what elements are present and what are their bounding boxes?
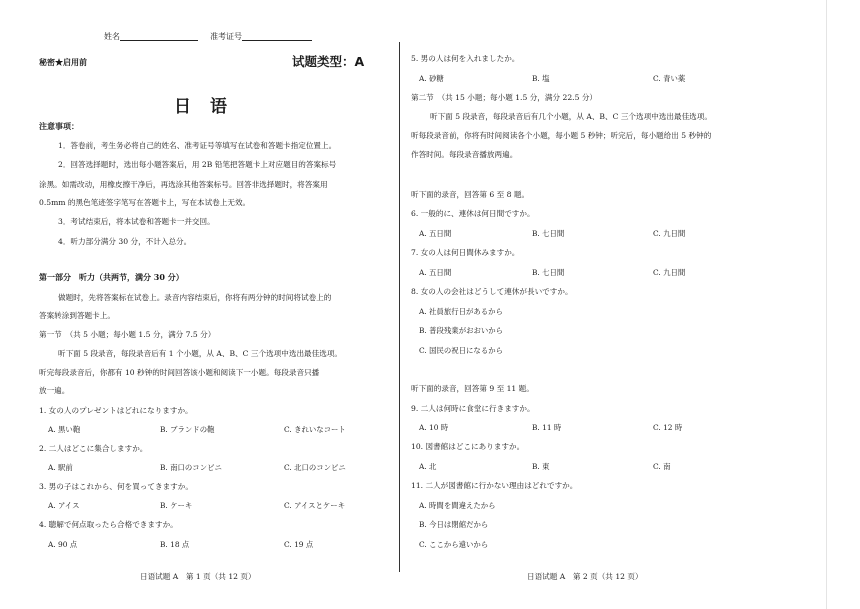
option-6c: C. 九日間 <box>653 229 686 238</box>
option-4b: B. 18 点 <box>160 540 190 549</box>
footer-left: 日语试题 A 第 1 页（共 12 页） <box>140 572 256 581</box>
footer-right: 日语试题 A 第 2 页（共 12 页） <box>527 572 643 581</box>
notes-line: 0.5mm 的黑色笔迹签字笔写在答题卡上，写在本试卷上无效。 <box>39 198 251 207</box>
option-7b: B. 七日間 <box>532 268 565 277</box>
part1-intro-line: 答案转涂到答题卡上。 <box>39 311 115 320</box>
option-8b: B. 普段残業がおおいから <box>419 326 504 335</box>
option-1b: B. ブランドの鞄 <box>160 425 215 434</box>
option-7a: A. 五日間 <box>419 268 452 277</box>
option-4a: A. 90 点 <box>48 540 78 549</box>
notes-line: 涂黑。如需改动，用橡皮擦干净后，再选涂其他答案标号。回答非选择题时，将答案用 <box>39 180 328 189</box>
option-10b: B. 東 <box>532 462 550 471</box>
option-4c: C. 19 点 <box>284 540 314 549</box>
column-divider <box>399 42 400 572</box>
option-5c: C. 青い薬 <box>653 74 686 83</box>
notes-line: 2．回答选择题时，选出每小题答案后，用 2B 铅笔把答题卡上对应题目的答案标号 <box>58 160 337 169</box>
notes-line: 3．考试结束后，将本试卷和答题卡一并交回。 <box>58 217 215 226</box>
option-5a: A. 砂糖 <box>419 74 444 83</box>
question-7: 7. 女の人は何日間休みますか。 <box>411 248 520 257</box>
option-5b: B. 塩 <box>532 74 550 83</box>
notes-heading: 注意事项： <box>39 121 79 131</box>
paper-type: 试题类型：A <box>292 54 365 69</box>
option-2b: B. 南口のコンビニ <box>160 463 222 472</box>
option-2c: C. 北口のコンビニ <box>284 463 346 472</box>
option-9a: A. 10 時 <box>419 423 449 432</box>
question-11: 11. 二人が図書館に行かない理由はどれですか。 <box>411 481 578 490</box>
option-1c: C. きれいなコート <box>284 425 346 434</box>
option-3c: C. アイスとケーキ <box>284 501 346 510</box>
section1-intro-line: 听下面 5 段录音，每段录音后有 1 个小题，从 A、B、C 三个选项中选出最佳选项。 <box>58 349 343 358</box>
name-underline <box>120 31 198 41</box>
exam-number-field <box>210 31 312 42</box>
option-9b: B. 11 時 <box>532 423 562 432</box>
option-8c: C. 国民の祝日になるから <box>419 346 503 355</box>
option-11b: B. 今日は閉館だから <box>419 520 489 529</box>
section1-intro-line: 听完每段录音后，你都有 10 秒钟的时间回答该小题和阅读下一小题。每段录音只播 <box>39 368 320 377</box>
question-1: 1. 女の人のプレゼントはどれになりますか。 <box>39 406 193 415</box>
question-5: 5. 男の人は何を入れましたか。 <box>411 54 520 63</box>
section2-intro-line: 听每段录音前，你将有时间阅读各个小题，每小题 5 秒钟；听完后，每小题给出 5 秒钟的 <box>411 131 712 140</box>
group1-lead: 听下面的录音，回答第 6 至 8 题。 <box>411 190 530 199</box>
option-3a: A. アイス <box>48 501 80 510</box>
page-title: 日 语 <box>174 97 228 117</box>
option-10c: C. 南 <box>653 462 671 471</box>
secret-label: 秘密★启用前 <box>39 57 87 67</box>
question-3: 3. 男の子はこれから、何を買ってきますか。 <box>39 482 193 491</box>
option-3b: B. ケーキ <box>160 501 193 510</box>
name-field <box>104 31 198 42</box>
option-6a: A. 五日間 <box>419 229 452 238</box>
option-1a: A. 黒い鞄 <box>48 425 81 434</box>
question-4: 4. 聴解で何点取ったら合格できますか。 <box>39 520 178 529</box>
part1-intro-line: 做题时，先将答案标在试卷上。录音内容结束后，你将有两分钟的时间将试卷上的 <box>58 293 332 302</box>
notes-line: 1．答卷前，考生务必将自己的姓名、准考证号等填写在试卷和答题卡指定位置上。 <box>58 141 337 150</box>
question-6: 6. 一般的に、連休は何日間ですか。 <box>411 209 535 218</box>
exam-number-underline <box>242 31 312 41</box>
option-2a: A. 駅前 <box>48 463 73 472</box>
section1-intro-line: 放一遍。 <box>39 386 70 395</box>
notes-line: 4．听力部分满分 30 分，不计入总分。 <box>58 237 192 246</box>
option-9c: C. 12 時 <box>653 423 683 432</box>
part1-heading: 第一部分 听力（共两节，满分 30 分） <box>39 272 184 282</box>
exam-number-label: 准考证号 <box>210 32 242 41</box>
question-10: 10. 図書館はどこにありますか。 <box>411 442 525 451</box>
section2-heading: 第二节 （共 15 小题；每小题 1.5 分，满分 22.5 分） <box>411 93 598 102</box>
option-11a: A. 時間を間違えたから <box>419 501 496 510</box>
option-11c: C. ここから遠いから <box>419 540 489 549</box>
scrollbar-track[interactable] <box>826 0 827 609</box>
option-6b: B. 七日間 <box>532 229 565 238</box>
name-label: 姓名 <box>104 32 120 41</box>
question-8: 8. 女の人の会社はどうして連休が長いですか。 <box>411 287 573 296</box>
question-2: 2. 二人はどこに集合しますか。 <box>39 444 148 453</box>
section2-intro-line: 听下面 5 段录音，每段录音后有几个小题，从 A、B、C 三个选项中选出最佳选项。 <box>430 112 712 121</box>
option-8a: A. 社員旅行日があるから <box>419 307 503 316</box>
section2-intro-line: 作答时间。每段录音播放两遍。 <box>411 150 518 159</box>
option-7c: C. 九日間 <box>653 268 686 277</box>
section1-heading: 第一节 （共 5 小题；每小题 1.5 分，满分 7.5 分） <box>39 330 216 339</box>
option-10a: A. 北 <box>419 462 437 471</box>
question-9: 9. 二人は何時に食堂に行きますか。 <box>411 404 535 413</box>
group2-lead: 听下面的录音，回答第 9 至 11 题。 <box>411 384 534 393</box>
